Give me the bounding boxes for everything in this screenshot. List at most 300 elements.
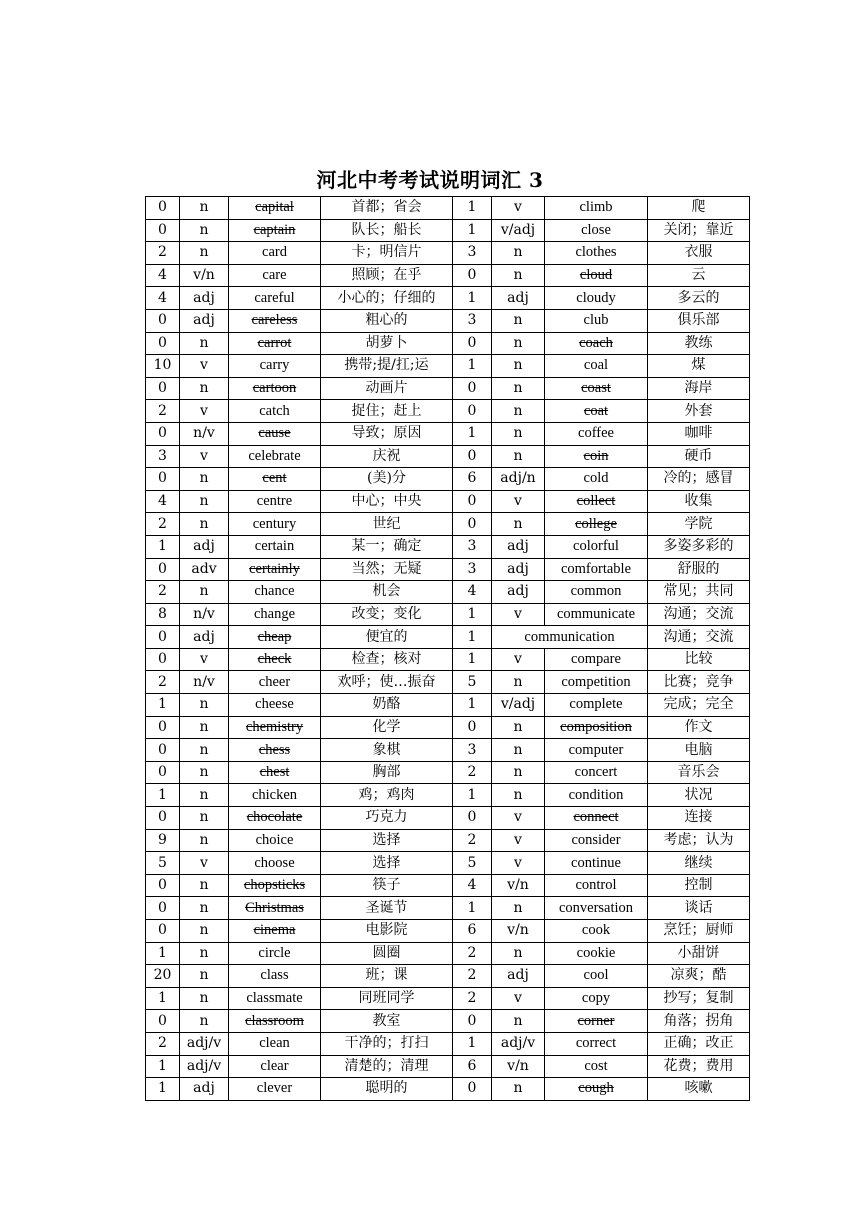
right-part-of-speech-cell: [492, 852, 545, 875]
right-frequency-cell: [453, 626, 492, 649]
left-meaning-cell: [321, 445, 453, 468]
frequency-cell-text: 1: [467, 605, 477, 622]
left-word-cell: [229, 468, 321, 491]
part-of-speech-cell-text: n: [199, 741, 209, 758]
frequency-cell-text: 8: [158, 605, 167, 622]
right-word-cell: [545, 422, 648, 445]
left-word-cell: [229, 784, 321, 807]
frequency-cell-text: 0: [158, 718, 167, 735]
left-part-of-speech-cell: [180, 558, 229, 581]
left-part-of-speech-cell: [180, 987, 229, 1010]
left-word-cell: [229, 581, 321, 604]
part-of-speech-cell-text: adj/n: [500, 470, 536, 487]
left-part-of-speech-cell: [180, 626, 229, 649]
left-meaning-cell: [321, 1010, 453, 1033]
right-frequency-cell: [453, 1078, 492, 1101]
left-frequency-cell: [146, 197, 180, 220]
right-meaning-cell: [648, 648, 750, 671]
left-meaning-cell: [321, 1032, 453, 1055]
right-meaning-cell: [648, 874, 750, 897]
right-frequency-cell: [453, 513, 492, 536]
part-of-speech-cell-text: v/n: [507, 922, 529, 939]
left-meaning-cell: [321, 513, 453, 536]
left-frequency-cell: [146, 1032, 180, 1055]
word-cell-text: certain: [254, 538, 295, 555]
frequency-cell-text: 3: [467, 538, 477, 555]
word-cell-text: carry: [259, 357, 290, 374]
part-of-speech-cell-text: adj: [507, 538, 529, 555]
part-of-speech-cell-text: v: [200, 357, 208, 374]
right-part-of-speech-cell: [492, 761, 545, 784]
part-of-speech-cell-text: n: [199, 199, 209, 216]
part-of-speech-cell-text: v: [200, 854, 208, 871]
part-of-speech-cell-text: n: [199, 493, 209, 510]
meaning-cell-text: 爬: [691, 199, 706, 216]
part-of-speech-cell-text: adj/v: [500, 1035, 536, 1052]
left-word-cell: [229, 490, 321, 513]
word-cell-text: century: [252, 515, 297, 532]
part-of-speech-cell-text: n: [199, 877, 209, 894]
word-cell-text: communication: [524, 628, 615, 645]
meaning-cell-text: 外套: [684, 402, 713, 419]
right-word-cell: [545, 468, 648, 491]
word-cell-text: collect: [576, 493, 616, 510]
left-word-cell: [229, 671, 321, 694]
right-word-cell: [545, 603, 648, 626]
right-frequency-cell: [453, 694, 492, 717]
word-cell-text: clever: [256, 1080, 293, 1097]
part-of-speech-cell-text: n: [513, 764, 523, 781]
left-meaning-cell: [321, 468, 453, 491]
left-part-of-speech-cell: [180, 332, 229, 355]
part-of-speech-cell-text: n: [513, 944, 523, 961]
right-word-cell: [545, 287, 648, 310]
meaning-cell-text: 抄写；复制: [663, 990, 734, 1007]
right-frequency-cell: [453, 581, 492, 604]
word-cell-text: careful: [254, 289, 295, 306]
meaning-cell-text: 关闭；靠近: [663, 221, 734, 238]
meaning-cell-text: 筷子: [372, 877, 401, 894]
left-meaning-cell: [321, 874, 453, 897]
frequency-cell-text: 0: [467, 718, 477, 735]
meaning-cell-text: 聪明的: [365, 1080, 408, 1097]
left-frequency-cell: [146, 558, 180, 581]
meaning-cell-text: 衣服: [684, 244, 713, 261]
table-row: [146, 242, 750, 265]
right-frequency-cell: [453, 468, 492, 491]
left-frequency-cell: [146, 355, 180, 378]
right-word-cell: [545, 535, 648, 558]
left-word-cell: [229, 761, 321, 784]
word-cell-text: club: [583, 312, 609, 329]
meaning-cell-text: 沟通；交流: [663, 605, 734, 622]
frequency-cell-text: 2: [467, 764, 477, 781]
word-cell-text: cheer: [258, 673, 291, 690]
part-of-speech-cell-text: adj: [193, 628, 215, 645]
right-frequency-cell: [453, 965, 492, 988]
left-meaning-cell: [321, 242, 453, 265]
left-word-cell: [229, 287, 321, 310]
frequency-cell-text: 4: [158, 493, 167, 510]
table-row: [146, 197, 750, 220]
part-of-speech-cell-text: v/n: [507, 1057, 529, 1074]
meaning-cell-text: 比较: [684, 651, 713, 668]
frequency-cell-text: 1: [467, 696, 477, 713]
right-meaning-cell: [648, 671, 750, 694]
right-frequency-cell: [453, 197, 492, 220]
frequency-cell-text: 0: [158, 470, 167, 487]
word-cell-text: cheap: [257, 628, 292, 645]
meaning-cell-text: 照顾；在乎: [351, 267, 422, 284]
right-meaning-cell: [648, 694, 750, 717]
right-part-of-speech-cell: [492, 422, 545, 445]
meaning-cell-text: 清楚的；清理: [344, 1057, 429, 1074]
left-word-cell: [229, 1010, 321, 1033]
word-cell-text: cartoon: [252, 380, 297, 397]
frequency-cell-text: 1: [158, 1057, 167, 1074]
frequency-cell-text: 2: [467, 990, 477, 1007]
meaning-cell-text: 常见；共同: [663, 583, 734, 600]
meaning-cell-text: 连接: [684, 809, 713, 826]
left-meaning-cell: [321, 377, 453, 400]
frequency-cell-text: 2: [158, 244, 167, 261]
right-meaning-cell: [648, 1010, 750, 1033]
left-part-of-speech-cell: [180, 377, 229, 400]
meaning-cell-text: 卡；明信片: [351, 244, 422, 261]
meaning-cell-text: 小甜饼: [677, 944, 720, 961]
frequency-cell-text: 0: [467, 493, 477, 510]
table-row: [146, 490, 750, 513]
left-part-of-speech-cell: [180, 197, 229, 220]
table-row: [146, 987, 750, 1010]
right-frequency-cell: [453, 1055, 492, 1078]
part-of-speech-cell-text: n: [199, 380, 209, 397]
part-of-speech-cell-text: adj: [507, 289, 529, 306]
frequency-cell-text: 0: [467, 1012, 477, 1029]
right-word-cell: [545, 874, 648, 897]
frequency-cell-text: 0: [158, 628, 167, 645]
right-meaning-cell: [648, 716, 750, 739]
table-row: [146, 513, 750, 536]
right-frequency-cell: [453, 648, 492, 671]
table-row: [146, 920, 750, 943]
left-word-cell: [229, 626, 321, 649]
right-meaning-cell: [648, 603, 750, 626]
word-cell-text: coast: [581, 380, 611, 397]
right-frequency-cell: [453, 332, 492, 355]
frequency-cell-text: 2: [467, 831, 477, 848]
word-cell-text: cough: [578, 1080, 614, 1097]
right-meaning-cell: [648, 287, 750, 310]
part-of-speech-cell-text: adj/v: [186, 1035, 222, 1052]
table-row: [146, 355, 750, 378]
part-of-speech-cell-text: v/n: [193, 267, 215, 284]
meaning-cell-text: 小心的；仔细的: [337, 289, 436, 306]
right-frequency-cell: [453, 920, 492, 943]
part-of-speech-cell-text: n: [513, 244, 523, 261]
frequency-cell-text: 4: [467, 583, 477, 600]
right-word-cell: [545, 1032, 648, 1055]
right-word-cell: [545, 197, 648, 220]
right-word-cell: [545, 807, 648, 830]
part-of-speech-cell-text: v: [200, 651, 208, 668]
left-part-of-speech-cell: [180, 874, 229, 897]
meaning-cell-text: 圆圈: [372, 944, 401, 961]
meaning-cell-text: 状况: [684, 786, 713, 803]
left-part-of-speech-cell: [180, 897, 229, 920]
left-frequency-cell: [146, 309, 180, 332]
part-of-speech-cell-text: n: [199, 764, 209, 781]
frequency-cell-text: 1: [467, 221, 477, 238]
left-part-of-speech-cell: [180, 784, 229, 807]
right-word-cell: [545, 1055, 648, 1078]
frequency-cell-text: 1: [467, 289, 477, 306]
word-cell-text: cause: [258, 425, 291, 442]
left-part-of-speech-cell: [180, 355, 229, 378]
right-meaning-cell: [648, 829, 750, 852]
meaning-cell-text: 首都；省会: [351, 199, 422, 216]
right-frequency-cell: [453, 377, 492, 400]
meaning-cell-text: 收集: [684, 493, 713, 510]
left-frequency-cell: [146, 1078, 180, 1101]
left-part-of-speech-cell: [180, 1078, 229, 1101]
frequency-cell-text: 1: [467, 899, 477, 916]
table-row: [146, 1032, 750, 1055]
frequency-cell-text: 1: [467, 357, 477, 374]
meaning-cell-text: 粗心的: [365, 312, 408, 329]
part-of-speech-cell-text: n: [199, 809, 209, 826]
table-row: [146, 332, 750, 355]
right-word-cell: [545, 1010, 648, 1033]
table-row: [146, 874, 750, 897]
meaning-cell-text: 队长；船长: [351, 221, 422, 238]
part-of-speech-cell-text: n: [199, 967, 209, 984]
meaning-cell-text: 庆祝: [372, 447, 401, 464]
frequency-cell-text: 6: [467, 922, 477, 939]
right-part-of-speech-cell: [492, 445, 545, 468]
left-frequency-cell: [146, 807, 180, 830]
right-part-of-speech-cell: [492, 829, 545, 852]
table-row: [146, 603, 750, 626]
left-word-cell: [229, 942, 321, 965]
left-word-cell: [229, 965, 321, 988]
frequency-cell-text: 1: [158, 1080, 167, 1097]
part-of-speech-cell-text: n: [513, 425, 523, 442]
left-meaning-cell: [321, 739, 453, 762]
right-word-cell: [545, 558, 648, 581]
word-cell-text: chess: [258, 741, 291, 758]
right-meaning-cell: [648, 1032, 750, 1055]
right-word-cell: [545, 852, 648, 875]
left-part-of-speech-cell: [180, 739, 229, 762]
part-of-speech-cell-text: n/v: [193, 605, 215, 622]
left-frequency-cell: [146, 784, 180, 807]
right-part-of-speech-cell: [492, 965, 545, 988]
meaning-cell-text: 机会: [372, 583, 401, 600]
left-word-cell: [229, 920, 321, 943]
vocabulary-table: [145, 196, 750, 1101]
left-word-cell: [229, 445, 321, 468]
right-meaning-cell: [648, 920, 750, 943]
right-frequency-cell: [453, 716, 492, 739]
word-cell-text: chocolate: [246, 809, 303, 826]
part-of-speech-cell-text: n: [513, 312, 523, 329]
meaning-cell-text: 作文: [684, 718, 713, 735]
left-meaning-cell: [321, 942, 453, 965]
meaning-cell-text: 正确；改正: [663, 1035, 734, 1052]
left-meaning-cell: [321, 535, 453, 558]
left-frequency-cell: [146, 761, 180, 784]
frequency-cell-text: 3: [467, 741, 477, 758]
meaning-cell-text: 巧克力: [365, 809, 408, 826]
left-frequency-cell: [146, 581, 180, 604]
table-row: [146, 558, 750, 581]
left-meaning-cell: [321, 400, 453, 423]
meaning-cell-text: 便宜的: [365, 628, 408, 645]
table-row: [146, 219, 750, 242]
right-part-of-speech-cell: [492, 490, 545, 513]
frequency-cell-text: 4: [158, 289, 167, 306]
meaning-cell-text: 中心；中央: [351, 493, 422, 510]
left-meaning-cell: [321, 1055, 453, 1078]
part-of-speech-cell-text: n: [199, 244, 209, 261]
part-of-speech-cell-text: n: [199, 696, 209, 713]
frequency-cell-text: 2: [158, 1035, 167, 1052]
left-part-of-speech-cell: [180, 942, 229, 965]
right-frequency-cell: [453, 1032, 492, 1055]
part-of-speech-cell-text: adj: [507, 583, 529, 600]
part-of-speech-cell-text: n: [513, 357, 523, 374]
right-part-of-speech-cell: [492, 1055, 545, 1078]
left-meaning-cell: [321, 1078, 453, 1101]
meaning-cell-text: 咳嗽: [684, 1080, 713, 1097]
part-of-speech-cell-text: v: [514, 493, 522, 510]
meaning-cell-text: 比赛；竞争: [663, 673, 734, 690]
right-meaning-cell: [648, 490, 750, 513]
word-cell-text: college: [575, 515, 617, 532]
right-meaning-cell: [648, 513, 750, 536]
frequency-cell-text: 3: [467, 560, 477, 577]
left-frequency-cell: [146, 490, 180, 513]
left-frequency-cell: [146, 829, 180, 852]
part-of-speech-cell-text: n: [199, 1012, 209, 1029]
left-word-cell: [229, 739, 321, 762]
right-word-cell: [545, 784, 648, 807]
right-word-cell: [545, 377, 648, 400]
right-meaning-cell: [648, 784, 750, 807]
right-word-cell: [545, 671, 648, 694]
frequency-cell-text: 0: [158, 764, 167, 781]
right-meaning-cell: [648, 1055, 750, 1078]
right-part-of-speech-cell: [492, 513, 545, 536]
left-word-cell: [229, 219, 321, 242]
left-frequency-cell: [146, 400, 180, 423]
right-part-of-speech-cell: [492, 219, 545, 242]
right-word-cell: [545, 219, 648, 242]
left-meaning-cell: [321, 987, 453, 1010]
left-part-of-speech-cell: [180, 445, 229, 468]
right-part-of-speech-cell: [492, 942, 545, 965]
right-frequency-cell: [453, 287, 492, 310]
left-meaning-cell: [321, 897, 453, 920]
frequency-cell-text: 0: [158, 651, 167, 668]
left-frequency-cell: [146, 535, 180, 558]
right-frequency-cell: [453, 739, 492, 762]
meaning-cell-text: 鸡；鸡肉: [358, 786, 415, 803]
left-frequency-cell: [146, 422, 180, 445]
table-row: [146, 1010, 750, 1033]
word-cell-text: care: [262, 267, 287, 284]
left-word-cell: [229, 648, 321, 671]
frequency-cell-text: 1: [467, 199, 477, 216]
left-frequency-cell: [146, 377, 180, 400]
right-word-cell: [545, 445, 648, 468]
frequency-cell-text: 0: [158, 899, 167, 916]
left-meaning-cell: [321, 694, 453, 717]
meaning-cell-text: 象棋: [372, 741, 401, 758]
left-meaning-cell: [321, 264, 453, 287]
right-word-cell: [545, 490, 648, 513]
left-frequency-cell: [146, 332, 180, 355]
right-word-cell: [545, 332, 648, 355]
frequency-cell-text: 0: [158, 334, 167, 351]
part-of-speech-cell-text: v: [200, 402, 208, 419]
word-cell-text: copy: [581, 990, 611, 1007]
part-of-speech-cell-text: n: [513, 380, 523, 397]
meaning-cell-text: 舒服的: [677, 560, 720, 577]
right-part-of-speech-cell: [492, 197, 545, 220]
frequency-cell-text: 1: [467, 628, 477, 645]
meaning-cell-text: 多云的: [677, 289, 720, 306]
word-cell-text: colorful: [573, 538, 619, 555]
frequency-cell-text: 6: [467, 470, 477, 487]
right-word-cell: [545, 987, 648, 1010]
word-cell-text: chicken: [251, 786, 298, 803]
word-cell-text: computer: [568, 741, 624, 758]
word-cell-text: clean: [259, 1035, 290, 1052]
left-word-cell: [229, 422, 321, 445]
part-of-speech-cell-text: n: [199, 221, 209, 238]
frequency-cell-text: 4: [158, 267, 167, 284]
table-row: [146, 829, 750, 852]
right-meaning-cell: [648, 264, 750, 287]
left-frequency-cell: [146, 648, 180, 671]
left-part-of-speech-cell: [180, 287, 229, 310]
left-word-cell: [229, 1055, 321, 1078]
right-word-cell: [545, 920, 648, 943]
table-row: [146, 422, 750, 445]
right-frequency-cell: [453, 671, 492, 694]
left-meaning-cell: [321, 761, 453, 784]
right-frequency-cell: [453, 490, 492, 513]
table-row: [146, 468, 750, 491]
word-cell-text: coin: [583, 447, 609, 464]
left-meaning-cell: [321, 219, 453, 242]
left-word-cell: [229, 716, 321, 739]
part-of-speech-cell-text: v/n: [507, 877, 529, 894]
left-meaning-cell: [321, 422, 453, 445]
word-cell-text: cold: [583, 470, 609, 487]
word-cell-text: cook: [581, 922, 611, 939]
meaning-cell-text: 胸部: [372, 764, 401, 781]
frequency-cell-text: 1: [158, 990, 167, 1007]
meaning-cell-text: 导致；原因: [351, 425, 422, 442]
right-meaning-cell: [648, 445, 750, 468]
table-row: [146, 807, 750, 830]
left-word-cell: [229, 309, 321, 332]
meaning-cell-text: 继续: [684, 854, 713, 871]
part-of-speech-cell-text: v: [514, 651, 522, 668]
